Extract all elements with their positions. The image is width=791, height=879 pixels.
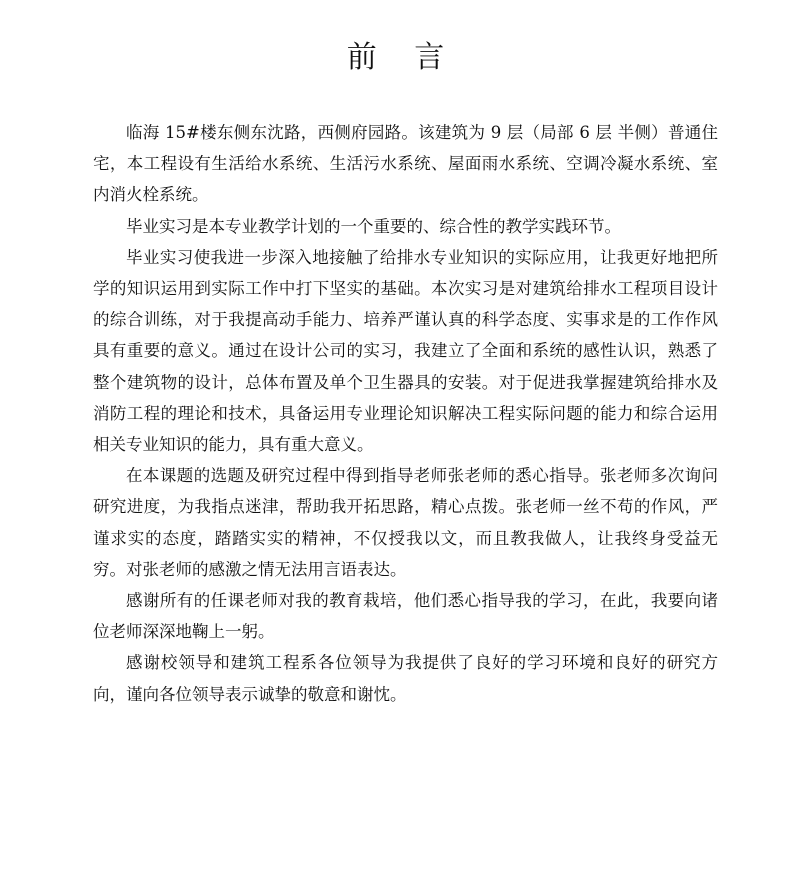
document-body: [93, 117, 718, 710]
paragraph-internship-value: 毕业实习使我进一步深入地接触了给排水专业知识的实际应用，让我更好地把所学的知识运用到实际工作中打下坚实的基础。本次实习是对建筑给排水工程项目设计的综合训练，对于我提高动手能力、培养严谨认真的科学态度、实事求是的工作作风具有重要的意义。通过在设计公司的实习，我建立了全面和系统的感性认识，熟悉了整个建筑物的设计，总体布置及单个卫生器具的安装。对于促进我掌握建筑给排水及消防工程的理论和技术，具备运用专业理论知识解决工程实际问题的能力和综合运用相关专业知识的能力，具有重大意义。: [93, 247, 718, 455]
paragraph-advisor-thanks: 在本课题的选题及研究过程中得到指导老师张老师的悉心指导。张老师多次询问研究进度，为我指点迷津，帮助我开拓思路，精心点拨。张老师一丝不苟的作风，严谨求实的态度，踏踏实实的精神，不仅授我以文，而且教我做人，让我终身受益无穷。对张老师的感激之情无法用言语表达。: [93, 466, 718, 579]
paragraph-internship-purpose: 毕业实习是本专业教学计划的一个重要的、综合性的教学实践环节。: [126, 216, 621, 236]
page-title: 前 言: [346, 40, 459, 75]
paragraph-project-intro: 临海 15#楼东侧东沈路，西侧府园路。该建筑为 9 层（局部 6 层 半侧）普通住宅，本工程设有生活给水系统、生活污水系统、屋面雨水系统、空调冷凝水系统、室内消火栓系统。: [93, 123, 718, 205]
paragraph-leaders-thanks: 感谢校领导和建筑工程系各位领导为我提供了良好的学习环境和良好的研究方向，谨向各位领导表示诚挚的敬意和谢忱。: [93, 653, 718, 704]
paragraph-teachers-thanks: 感谢所有的任课老师对我的教育栽培，他们悉心指导我的学习，在此，我要向诸位老师深深地鞠上一躬。: [93, 591, 718, 642]
